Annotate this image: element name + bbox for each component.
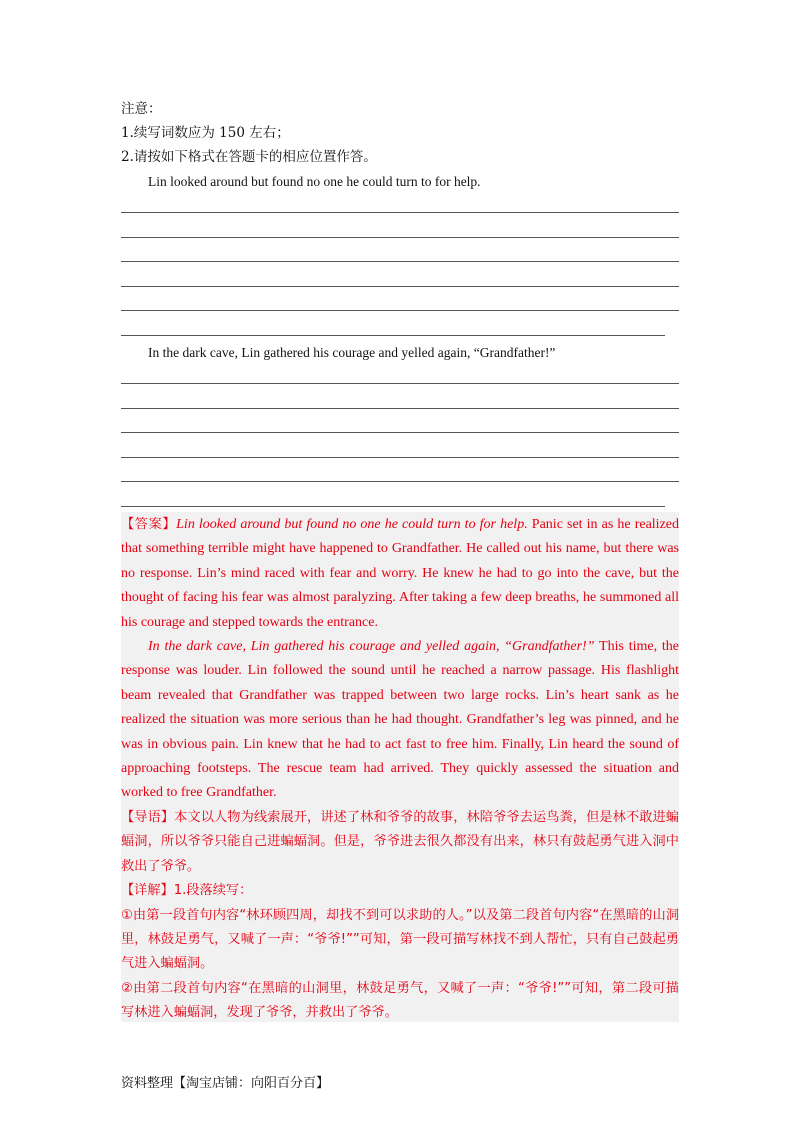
writing-line bbox=[121, 310, 679, 311]
writing-line bbox=[121, 237, 679, 238]
writing-line bbox=[121, 335, 665, 336]
paragraph-2-prompt: In the dark cave, Lin gathered his courage and yelled again, “Grandfather!” bbox=[148, 345, 556, 360]
writing-line bbox=[121, 481, 679, 482]
writing-line bbox=[121, 408, 679, 409]
notice-title: 注意： bbox=[121, 101, 162, 117]
writing-line bbox=[121, 432, 679, 433]
guide-paragraph: 【导语】本文以人物为线索展开，讲述了林和爷爷的故事，林陪爷爷去运鸟粪，但是林不敢进蝙蝠洞，所以爷爷只能自己进蝙蝠洞。但是，爷爷进去很久都没有出来，林只有鼓起勇气进入洞中救出了爷爷。 bbox=[121, 809, 679, 874]
detail-item-1: ①由第一段首句内容“林环顾四周，却找不到可以求助的人。”以及第二段首句内容“在黑暗的山洞里，林鼓足勇气，又喊了一声：“爷爷!””可知，第一段可描写林找不到人帮忙，只有自己鼓起勇气进入蝙蝠洞。 bbox=[121, 907, 679, 972]
answer-paragraph-2 bbox=[121, 635, 679, 806]
answer-p2-body: This time, the response was louder. Lin followed the sound until he reached a narrow passage. His flashlight beam revealed that Grandfather was trapped between two large rocks. Lin’s heart sank as he realized the situation was more serious than he had thought. Grandfather’s leg was pinned, and he was in obvious pain. Lin knew that he had to act fast to free him. Finally, Lin heard the sound of approaching footsteps. The rescue team had arrived. They quickly assessed the situation and worked to free Grandfather. bbox=[121, 639, 680, 801]
writing-line bbox=[121, 383, 679, 384]
answer-section bbox=[121, 513, 679, 1026]
paragraph-1-prompt: Lin looked around but found no one he could turn to for help. bbox=[148, 174, 481, 189]
notice-block bbox=[121, 97, 377, 169]
writing-line bbox=[121, 506, 665, 507]
notice-item-2: 2.请按如下格式在答题卡的相应位置作答。 bbox=[121, 149, 377, 165]
writing-line bbox=[121, 212, 679, 213]
writing-line bbox=[121, 286, 679, 287]
writing-line bbox=[121, 457, 679, 458]
answer-p2-lead: In the dark cave, Lin gathered his courage and yelled again, “Grandfather!” bbox=[148, 639, 595, 655]
detail-heading: 【详解】1.段落续写： bbox=[121, 883, 253, 899]
notice-item-1: 1.续写词数应为 150 左右； bbox=[121, 125, 290, 141]
answer-tag: 【答案】 bbox=[121, 517, 177, 532]
answer-paragraph-1 bbox=[121, 513, 679, 635]
writing-line bbox=[121, 261, 679, 262]
answer-p1-body: Panic set in as he realized that something terrible might have happened to Grandfather. He called out his name, but there was no response. Lin’s mind raced with fear and worry. He knew he had to go into the cave, but the thought of facing his fear was almost paralyzing. After taking a few deep breaths, he summoned all his courage and stepped towards the entrance. bbox=[121, 517, 680, 630]
footer-note: 资料整理【淘宝店铺：向阳百分百】 bbox=[121, 1076, 330, 1091]
answer-p1-lead: Lin looked around but found no one he could turn to for help. bbox=[176, 517, 528, 532]
detail-item-2: ②由第二段首句内容“在黑暗的山洞里，林鼓足勇气，又喊了一声：“爷爷!””可知，第二段可描写林进入蝙蝠洞，发现了爷爷，并救出了爷爷。 bbox=[121, 980, 679, 1021]
